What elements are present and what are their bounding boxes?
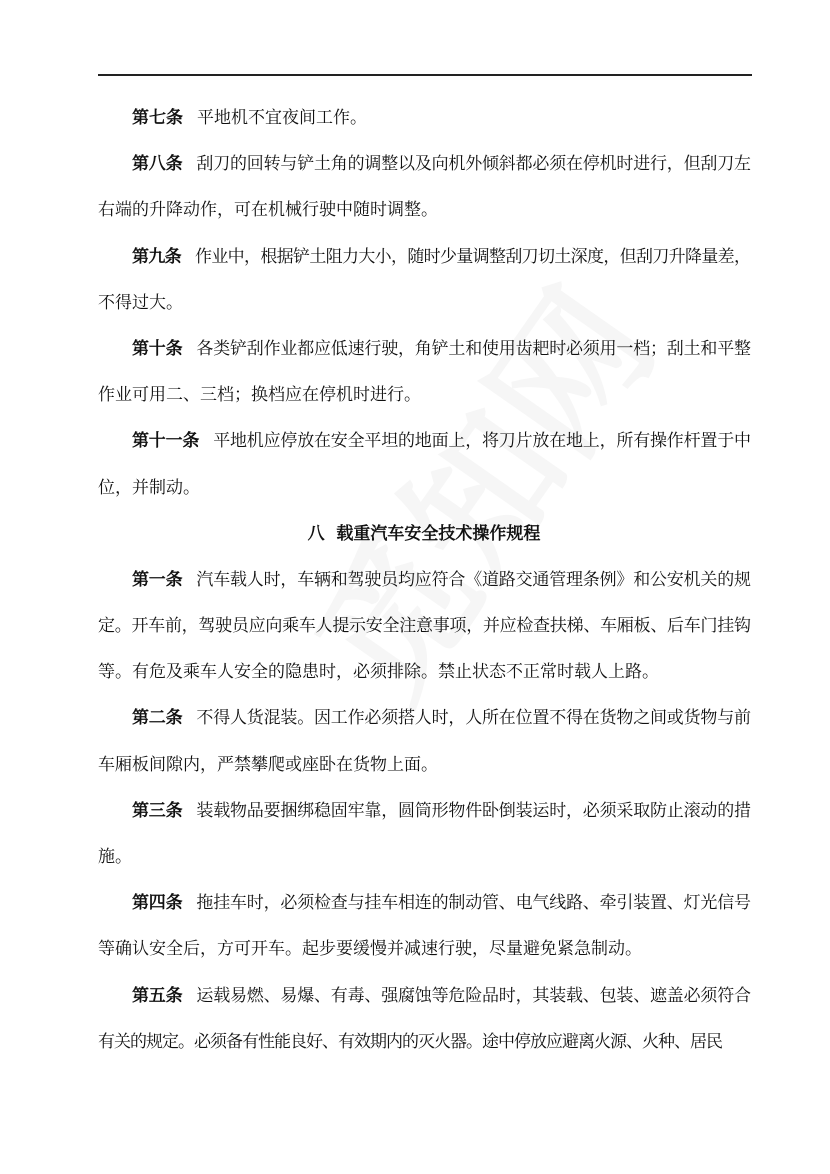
article-number: 第五条 [132, 985, 183, 1006]
article-number: 第九条 [132, 246, 181, 267]
article-line [98, 1019, 750, 1065]
article-text: 不得过大。 [98, 292, 183, 313]
header-rule [98, 74, 752, 76]
article-text: 拖挂车时，必须检查与挂车相连的制动管、电气线路、牵引装置、灯光信号 [196, 893, 751, 914]
article-text: 刮刀的回转与铲土角的调整以及向机外倾斜都必须在停机时进行，但刮刀左 [196, 154, 751, 175]
article-text: 平地机应停放在安全平坦的地面上，将刀片放在地上，所有操作杆置于中 [213, 431, 751, 452]
article-first-line [98, 557, 750, 603]
article-text: 等确认安全后，方可开车。起步要缓慢并减速行驶，尽量避免紧急制动。 [98, 939, 642, 960]
article-text: 等。有危及乘车人安全的隐患时，必须排除。禁止状态不正常时载人上路。 [98, 662, 659, 683]
article-number: 第二条 [132, 708, 183, 729]
article-line [98, 603, 750, 649]
article-text: 不得人货混装。因工作必须搭人时，人所在位置不得在货物之间或货物与前 [196, 708, 751, 729]
article-text: 作业中，根据铲土阻力大小，随时少量调整刮刀切土深度，但刮刀升降量差， [195, 246, 750, 267]
article-first-line [98, 418, 750, 464]
article-line [98, 649, 750, 695]
article-first-line [98, 695, 750, 741]
article-text: 有关的规定。必须备有性能良好、有效期内的灭火器。途中停放应避离火源、火种、居民 [98, 1031, 722, 1052]
article-number: 第八条 [132, 154, 183, 175]
section-heading: 八 载重汽车安全技术操作规程 [307, 523, 541, 544]
article-first-line [98, 880, 750, 926]
article-first-line [98, 234, 750, 280]
article-text: 汽车载人时，车辆和驾驶员均应符合《道路交通管理条例》和公安机关的规 [196, 569, 751, 590]
article-first-line [98, 973, 750, 1019]
article-number: 第一条 [132, 569, 183, 590]
article-text: 平地机不宜夜间工作。 [197, 108, 367, 128]
article-text: 车厢板间隙内，严禁攀爬或座卧在货物上面。 [98, 754, 438, 775]
article-text: 右端的升降动作，可在机械行驶中随时调整。 [98, 200, 438, 221]
article-first-line [98, 141, 750, 187]
article-number: 第四条 [132, 893, 183, 914]
article-text: 各类铲刮作业都应低速行驶，角铲土和使用齿耙时必须用一档；刮土和平整 [196, 338, 751, 359]
article-line [98, 465, 750, 511]
article-text: 施。 [98, 847, 132, 867]
article-line [98, 187, 750, 233]
article-number: 第三条 [132, 800, 183, 821]
article-line [98, 926, 750, 972]
article-line [98, 280, 750, 326]
article-text: 装载物品要捆绑稳固牢靠，圆筒形物件卧倒装运时，必须采取防止滚动的措 [196, 800, 751, 821]
article-line [98, 372, 750, 418]
article-number: 第十一条 [132, 431, 200, 452]
article-line [98, 834, 750, 880]
article-number: 第十条 [132, 338, 183, 359]
article-text: 位，并制动。 [98, 477, 200, 498]
article-text: 定。开车前，驾驶员应向乘车人提示安全注意事项，并应检查扶梯、车厢板、后车门挂钩 [98, 616, 750, 637]
article-line [98, 742, 750, 788]
article-first-line [98, 95, 750, 141]
article-number: 第七条 [132, 108, 183, 128]
article-first-line [98, 326, 750, 372]
article-text: 运载易燃、易爆、有毒、强腐蚀等危险品时，其装载、包装、遮盖必须符合 [196, 985, 751, 1006]
article-text: 作业可用二、三档；换档应在停机时进行。 [98, 385, 421, 406]
article-first-line [98, 788, 750, 834]
document-body [98, 95, 750, 1065]
